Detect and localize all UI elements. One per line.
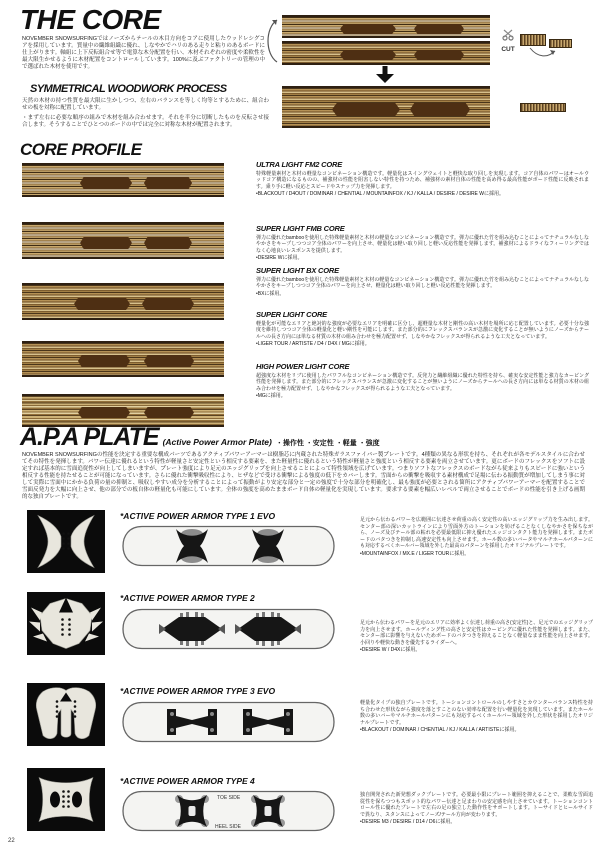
core-name: SUPER LIGHT BX CORE <box>256 266 339 275</box>
wood-chip <box>520 34 546 46</box>
board-label-heel: HEEL SIDE <box>215 824 241 830</box>
cut-icon <box>501 29 515 41</box>
core-insert <box>142 298 194 310</box>
core-name: ULTRA LIGHT FM2 CORE <box>256 160 342 169</box>
core-desc-super-light-bx <box>256 266 589 297</box>
down-arrow-icon <box>376 66 394 83</box>
page-number: 22 <box>8 838 15 844</box>
core-profile-title: CORE PROFILE <box>20 140 142 159</box>
apa-type2-desc <box>360 620 593 654</box>
type-models: •MOUNTAINFOX / MX.E / LIGER TOURに採用。 <box>360 550 470 557</box>
type-models: •DESIRE W / D4Xに採用。 <box>360 647 421 653</box>
wood-blank-top <box>282 15 490 38</box>
apa-type2-title: *ACTIVE POWER ARMOR TYPE 2 <box>120 593 255 603</box>
wood-insert <box>414 24 464 34</box>
type-desc-text: 軽量化タイプの独自プレートです。トーションコントロールのしやすさとカウンターバランス特性を持ち合わせた形状ながら強度を落とすことのない効率な配置を行い軽量化を実現しています。またホール数の多いバーやマルチホールパターンにも対応するべくホールバー領域を外した形状を採用したオリジナルプレートです。 <box>360 700 593 726</box>
core-insert <box>78 355 130 367</box>
core-models: •DESIRE Wに採用。 <box>256 255 303 261</box>
plate-shape-type1 <box>27 510 105 573</box>
core-models: •BXに採用。 <box>256 290 285 297</box>
core-models: •MGに採用。 <box>256 393 286 399</box>
wood-insert <box>332 103 400 116</box>
core-desc-text: 軽量化が可能なエリアと絶対的な強度が必要なエリアを明確に区分し、超軽量な木材と剛性の高い木材を場所に応じ配置しています。必要十分な強度を維持しつつコア全体の軽量化と軽い剛性を可能にします。また部分的にフレックスバランスが急激に変化することが無いようにノーズからテールへの長さ方向には単なる材質の木材の組み合わせを極力配置せず、しなやかなフレックスが得られるような工夫となっています。 <box>256 320 589 340</box>
woodwork-body-2: ・まず左右に必要な順序の組みで木材を組み合わせます。それを半分に切断したものを反転させ接合します。そうすることでひとつのボードの中では完全に対称な木材が配置されます。 <box>22 115 269 128</box>
board-image-type4 <box>120 788 337 834</box>
apa-type4-desc <box>360 792 593 826</box>
wood-insert <box>340 24 396 34</box>
curved-arrow-icon <box>263 16 281 66</box>
board-image-type1 <box>120 523 337 569</box>
plate-shape-type2 <box>27 592 105 655</box>
apa-type1-desc <box>360 517 593 557</box>
wood-chip-joined <box>520 103 566 112</box>
board-label-toe: TOE SIDE <box>217 795 241 801</box>
core-insert <box>80 177 132 189</box>
core-profile-image-1 <box>22 163 224 197</box>
wood-blank-bottom <box>282 41 490 65</box>
woodwork-paragraph <box>22 98 269 129</box>
apa-type3-desc <box>360 700 593 734</box>
apa-subtitle: (Active Power Armor Plate) <box>162 437 272 447</box>
plate-photo-type4 <box>27 768 105 831</box>
core-insert <box>78 407 130 418</box>
apa-features: ・操作性 ・安定性 ・軽量 ・強度 <box>275 440 380 447</box>
plate-photo-type1 <box>27 510 105 573</box>
core-profile-image-2 <box>22 222 224 259</box>
wood-insert <box>414 50 464 60</box>
wood-insert <box>340 50 396 60</box>
woodwork-title: SYMMETRICAL WOODWORK PROCESS <box>30 83 227 95</box>
type-desc-text: 独自開発された新発想ダックプレートです。必要最小限にプレート範囲を抑えることで、柔軟な雪面追従性を保ちつつもスポット的なパワー伝達と足まわりの安定感を向上させています。トーションコントロール性に優れたプレートで左右の足の独立した動作性をサポートします。トーサイドとヒールサイドで異なり、スタンスによってノーズ/テール方向が変わります。 <box>360 792 593 818</box>
core-desc-super-light-fmb <box>256 224 589 262</box>
core-insert <box>144 237 192 249</box>
page-title: THE CORE <box>20 4 161 35</box>
board-image-type3 <box>120 699 337 745</box>
core-desc-text: 弾力に優れたbambooを使用した特殊軽量素材と木材の軽量なコンビネーション構造です。弾力に優れた竹を組み込むことによってナチュラルなしなやかさをキープしつつコア全体のパワーを向上させ、軽量化は軽い取り回しと軽い反応性能を発揮します。 <box>256 276 589 289</box>
plate-shape-type3 <box>27 683 105 746</box>
apa-type3-title: *ACTIVE POWER ARMOR TYPE 3 EVO <box>120 686 276 696</box>
plate-photo-type2 <box>27 592 105 655</box>
core-insert <box>80 237 132 249</box>
core-name: SUPER LIGHT CORE <box>256 310 327 319</box>
woodwork-body-1: 天然の木材の持つ性質を最大限に生かしつつ、左右のバランスを等しく均等とするために、組合わせの板を対称に配置しています。 <box>22 98 269 111</box>
wood-insert <box>410 103 470 116</box>
core-desc-high-power-light <box>256 362 589 400</box>
apa-type4-title: *ACTIVE POWER ARMOR TYPE 4 <box>120 776 255 786</box>
core-insert <box>144 177 192 189</box>
core-name: HIGH POWER LIGHT CORE <box>256 362 350 371</box>
apa-paragraph: NOVEMBER SNOWSURFINGの性能を決定する重要な構成パーツであるアクティブパワーアーマーは樹脂芯に内蔵された特殊ガラスファイバー製プレートです。4種類の異なる形状を持ち、それぞれが各モデルスタイルに合わせてその特性を発揮します。パワー伝達に優れるという特性が軽量さと安定性という相反する要素を、また軽量性に優れるという特性が軽量さと強度という相反する要素を両立させています。更にボードのフレックスをソフトに設定すれば基本的に雪面追従性が向上してしまいますが、プレート強度により足元のエッジグリップを向上させることによって特性領域を広げています。つまりソフトなフレックスのボードながら従来よりもスピードに強いという相反する性能を持たせることが可能になっています。さらに優れた衝撃吸収性により、ヒザなどで受ける衝撃による強度の低下をカバーします。雪面からの衝撃を吸収する素材構成で足場に伝わる振動質が増加してしまう事に対して実際に雪面中にかかる負荷の量の抑制と、吸収しやすい成分を分析することによって振動がより安定な部分と一定の強度で十分な部分を明確化し、最も強度が必要とされる箇所にアクティブパワーアーマーを配置することで雪面反発力を大幅に向上させ、他の部分での板自体の軽量化も可能にしています。全体の強度を高めたままボード自体の軽量化を実現しています。要求する要素を幅広いレベルで両立させることでボードの性能を引き上げる画期的な独自プレートです。 <box>22 452 585 500</box>
plate-photo-type3 <box>27 683 105 746</box>
core-name: SUPER LIGHT FMB CORE <box>256 224 345 233</box>
core-desc-text: 超強度な木材をリブに使用したパワフルなコンビネーション構造です。反発力と繊維組織に優れた特性を持ち、確実な安定性能と強力なカービング性能を発揮します。また部分的にフレックスバランスが急激に変化することが無いようにノーズからテールへの長さ方向には単なる材質の木材の組み合わせを極力配置せず、しなやかなフレックスが得られるような工夫となっています。 <box>256 372 589 392</box>
core-desc-ultra-light-fm2 <box>256 160 589 198</box>
core-insert <box>144 355 194 367</box>
core-models: •LIGER TOUR / ARTISTE / D4 / D4X / MGに採用。 <box>256 341 370 347</box>
core-profile-image-4 <box>22 341 224 377</box>
type-desc-text: 足元から伝わるパワーを広範囲に伝達させ荷重の高く安定性の高いエッジグリップ力を生み出します。センター部の深いカットラインにより雪面外方のトーションを妨げることなくしなやかさを保ちながら、ノーズ及びテール部の粘れを必要最低限に抑え優れたエッジコンタクト能力を発揮します。またボードのバタつきを抑制し高速安定性も向上させます。ホール数の多いバータやマルチホールパターンにも対応するべくホールバー領域を外した最高のパターンを採用したオリジナルプレートです。 <box>360 517 593 549</box>
wood-chip-small <box>549 39 572 48</box>
the-core-paragraph: NOVEMBER SNOWSURFINGではノーズからテールの木目方向をコアに使用したウッドレシグコアを採用しています。質量中の繊維組織に優れ、しなやかでハリのある走りと粘りのあるボードに仕上がります。軸組に上下反転組合せ等で電算な木分配置を行い、木材それぞれの密度や柔軟性を最大限生かせるように木材配置をコントロールしています。100%に及ぶファクトリーの管理の中で選ばれた木材を使用です。 <box>22 36 265 70</box>
core-desc-super-light <box>256 310 589 348</box>
core-insert <box>74 298 130 310</box>
apa-type1-title: *ACTIVE POWER ARMOR TYPE 1 EVO <box>120 511 276 521</box>
core-desc-text: 特殊軽量素材と木材の軽量なコンビネーション構造です。軽量化はスイングウェイトと軽快な取り回しを実現します。コア自体のパワーはオールウッドコア構造になるものの、補強材の性能を阻害しない特性を持つため、補強材の素材自体の性能を高め得る最高性能がボード性能に反映されます。乗り手に軽い反応とスピードやスナップ力を発揮します。 <box>256 170 589 190</box>
core-profile-image-3 <box>22 283 224 320</box>
wood-blank-joined <box>282 86 490 128</box>
plate-shape-type4 <box>27 768 105 831</box>
type-models: •BLACKOUT / DOMINAR / CHENTIAL / KJ / KALLA / ARTISTEに採用。 <box>360 727 520 733</box>
cut-step <box>499 28 517 53</box>
apa-title: A.P.A PLATE <box>20 423 159 451</box>
core-models: •BLACKOUT / D4OUT / DOMINAR / CHENTIAL / MOUNTAINFOX / KJ / KALLA / DESIRE / DESIRE Wに採用。 <box>256 191 504 197</box>
type-desc-text: 足元から伝わるパワーを足元のエリアに効率よく伝達し荷重の高さ(安定性)と、足元でのエッジグリップ力を向上させます。ホールディング性の高さと安定性はカービングに優れた性能を発揮します。また、センター部に影響を与えないためボードのバタつきを抑えることなく軽量なまま性能を向上させます。小回りや軽快な動きを優先するライダーへ。 <box>360 620 593 646</box>
core-insert <box>144 407 194 418</box>
core-desc-text: 弾力に優れたbambooを使用した特殊軽量素材と木材の軽量なコンビネーション構造です。弾力に優れた竹を組み込むことによってナチュラルなしなやかさをキープしつつコア全体のパワーを向上させ、軽量化は軽い取り回しと軽い反応性能を発揮します。補強材によるドライなフィーリングではなく心地良いレスポンスを提供します。 <box>256 234 589 254</box>
apa-heading <box>20 423 380 452</box>
cut-label: CUT <box>501 46 515 53</box>
board-image-type2 <box>120 606 337 652</box>
type-models: •DESIRE M3 / DESIRE / D14 / D6に採用。 <box>360 819 456 825</box>
